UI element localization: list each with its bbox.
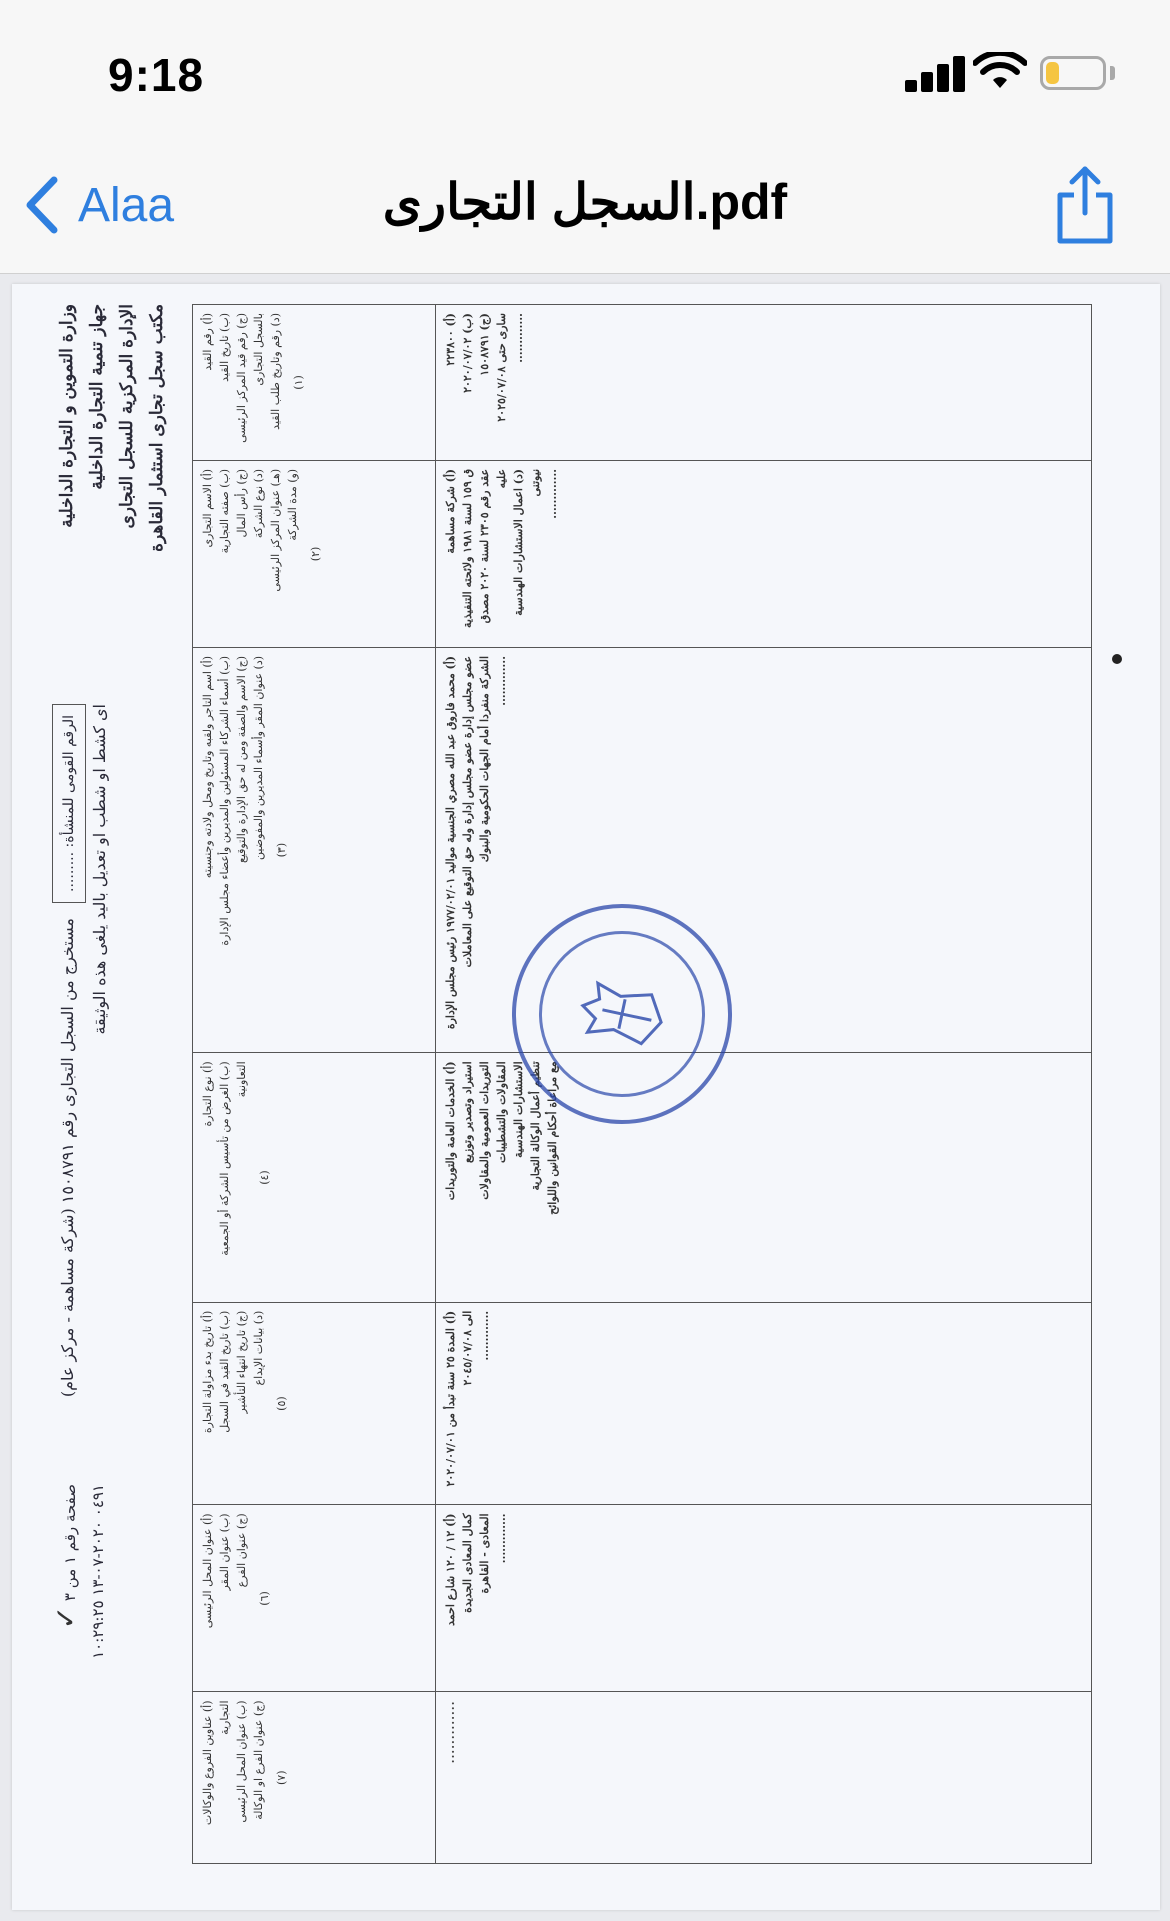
pdf-page [12,284,1160,1910]
register-subtitle: اى كشط او شطب او تعديل باليد يلغى هذه الوثيقة [90,704,109,1035]
status-time: 9:18 [108,49,205,101]
table-cell: ............. [436,1692,1092,1864]
eagle-emblem-icon [571,970,674,1057]
national-id-value: ......... [61,851,77,892]
table-cell: (أ) محمد فاروق عبد الله مصري الجنسية مواليد ١٩٧٧/٠٢/٠١ رئيس مجلس الإدارة عضو مجلس إدارة عضو مجلس إدارة وله حق التوقيع على المعاملات الشركة منفردا أمام الجهات الحكومية والبنوك ............. [436,647,1092,1052]
signature-mark: ✓ [49,1605,82,1630]
rotated-document [42,284,1132,1884]
table-header-row [193,305,436,1864]
table-cell: (أ) الخدمات العامة والتوريدات استيراد وتصدير وتوزيع التوريدات العمومية والمقاولات المقاولات والتشطيبات الاستشارات الهندسية تنظيم أعمال الوكالة التجارية مع مراعاة أحكام القوانين واللوائح [436,1053,1092,1302]
page-info [49,1484,112,1864]
register-title: مستخرج من السجل التجارى رقم ١٥٠٨٧٩١ (شركة مساهمة - مركز عام) [58,918,77,1398]
column-header: (أ) عناوين الفروع والوكالات التجارية (ب) عنوان المحل الرئيسى (ج) عنوان الفرع او الوكالة (٧) [193,1692,436,1864]
page-speck [1112,654,1122,664]
share-icon[interactable] [1052,165,1118,245]
navigation-bar [0,135,1170,274]
page-date: ٠٤٩١ ٢٠٢٠-٠٧-١٣ ١٠:٢٩:٢٥ [89,1484,107,1659]
column-header: (أ) اسم التاجر ولقبه وتاريخ ومحل ولادته وجنسيته (ب) أسماء الشركاء المسئولين والمديرين وأعضاء مجلس الإدارة (ج) الاسم والصفة ومن له حق الإدارة والتوقيع (د) عنوان المقر وأسماء المديرين والمفوضين (٣) [193,647,436,1052]
national-id-label: الرقم القومى للمنشأة: [61,715,77,848]
column-header: (أ) رقم القيد (ب) تاريخ القيد (ج) رقم قيد المركز الرئيسى بالسجل التجارى (د) رقم وتاريخ طلب القيد (١) [193,305,436,461]
battery-icon [1040,56,1106,90]
ministry-header [52,304,172,684]
table-cell: (أ) ٢٢٣٨٠٠ (ب) ٢٠٢٠/٠٧/٠٢ (ج) ١٥٠٨٧٩١ سارى حتى ٢٠٢٥/٠٧/٠٨ ............. [436,305,1092,461]
column-header: (أ) نوع التجارة (ب) الغرض من تأسيس الشركة أو الجمعية التعاونية (٤) [193,1053,436,1302]
table-row [436,305,1092,1864]
column-header: (أ) تاريخ بدء مزاولة التجارة (ب) تاريخ القيد في السجل (ج) تاريخ انتهاء التأشير (د) بيانات الإيداع (٥) [193,1302,436,1505]
header-line: وزارة التموين و التجارة الداخلية [57,304,77,528]
table-cell: (أ) ١٢ / ١٢٠ شارع احمد كمال المعادى الجديدة المعادى - القاهرة ............. [436,1505,1092,1692]
document-title: السجل التجارى.pdf [382,174,788,230]
national-id-box [52,704,86,903]
chevron-left-icon [24,176,60,234]
back-label: Alaa [78,178,175,232]
status-bar [0,0,1170,135]
signal-icon [905,56,967,92]
header-line: مكتب سجل تجارى استثمار القاهرة [147,304,167,552]
page-label: صفحة رقم ١ من ٣ [61,1484,79,1602]
header-line: الإدارة المركزية للسجل التجارى [117,304,137,529]
stamp-emblem [524,916,721,1113]
table-cell: (أ) شركة مساهمة ق ١٥٩ لسنة ١٩٨١ ولائحته التنفيذية عقد رقم ٢٣٠٥ لسنة ٢٠٢٠ مصدق عليه (د) اعمال الاستشارات الهندسية نيوتنى ............. [436,460,1092,647]
column-header: (أ) عنوان المحل الرئيسى (ب) عنوان المقر (ج) عنوان الفرع (٦) [193,1505,436,1692]
pdf-viewer[interactable] [0,274,1170,1921]
document-header [52,704,114,1484]
wifi-icon [973,52,1027,92]
header-line: جهاز تنمية التجارة الداخلية [87,304,107,490]
table-cell: (أ) المدة ٢٥ سنة تبدأ من ٢٠٢٠/٠٧/٠١ الى ٢٠٤٥/٠٧/٠٨ ............. [436,1302,1092,1505]
back-button[interactable] [24,175,174,235]
column-header: (أ) الاسم التجارى (ب) صفته التجارية (ج) رأس المال (د) نوع الشركة (هـ) عنوان المركز الرئيسى (و) مدة الشركة (٢) [193,460,436,647]
